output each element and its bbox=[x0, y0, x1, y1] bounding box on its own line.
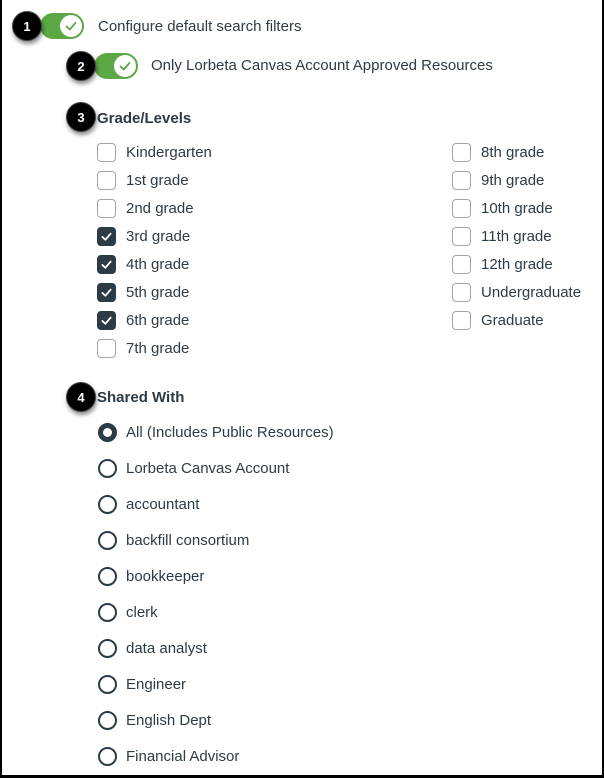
checkbox-unchecked-icon[interactable] bbox=[452, 143, 471, 162]
search-filters-panel bbox=[2, 0, 602, 775]
shared-with-radio-english-dept[interactable] bbox=[98, 709, 211, 731]
grade-checkbox-label: 8th grade bbox=[481, 143, 545, 161]
shared-with-radio-clerk[interactable] bbox=[98, 601, 158, 623]
checkbox-unchecked-icon[interactable] bbox=[97, 143, 116, 162]
grade-checkbox-kindergarten[interactable] bbox=[97, 141, 212, 163]
grade-checkbox-label: Graduate bbox=[481, 311, 544, 329]
grade-checkbox-label: 4th grade bbox=[126, 255, 190, 273]
grade-checkbox-10th-grade[interactable] bbox=[452, 197, 553, 219]
checkbox-checked-icon[interactable] bbox=[97, 283, 116, 302]
checkbox-unchecked-icon[interactable] bbox=[452, 283, 471, 302]
shared-with-radio-bookkeeper[interactable] bbox=[98, 565, 204, 587]
grade-checkbox-label: 7th grade bbox=[126, 339, 190, 357]
grade-checkbox-2nd-grade[interactable] bbox=[97, 197, 194, 219]
check-icon bbox=[60, 15, 82, 37]
grade-checkbox-5th-grade[interactable] bbox=[97, 281, 189, 303]
grade-checkbox-label: 11th grade bbox=[481, 227, 552, 245]
checkbox-unchecked-icon[interactable] bbox=[452, 199, 471, 218]
radio-selected-icon[interactable] bbox=[98, 423, 117, 442]
radio-unselected-icon[interactable] bbox=[98, 567, 117, 586]
shared-with-radio-engineer[interactable] bbox=[98, 673, 186, 695]
grade-levels-heading: Grade/Levels bbox=[97, 110, 192, 127]
grade-checkbox-label: 5th grade bbox=[126, 283, 190, 301]
grade-checkbox-1st-grade[interactable] bbox=[97, 169, 189, 191]
shared-with-heading: Shared With bbox=[97, 389, 185, 406]
grade-checkbox-4th-grade[interactable] bbox=[97, 253, 189, 275]
shared-with-radio-label: Lorbeta Canvas Account bbox=[126, 459, 290, 477]
checkbox-unchecked-icon[interactable] bbox=[452, 311, 471, 330]
shared-with-radio-financial-advisor[interactable] bbox=[98, 745, 239, 767]
shared-with-radio-label: Engineer bbox=[126, 675, 187, 693]
check-icon bbox=[114, 55, 136, 77]
grade-checkbox-9th-grade[interactable] bbox=[452, 169, 544, 191]
grade-checkbox-label: 1st grade bbox=[126, 171, 189, 189]
radio-unselected-icon[interactable] bbox=[98, 495, 117, 514]
radio-unselected-icon[interactable] bbox=[98, 603, 117, 622]
shared-with-radio-label: bookkeeper bbox=[126, 567, 205, 585]
checkbox-unchecked-icon[interactable] bbox=[452, 255, 471, 274]
radio-unselected-icon[interactable] bbox=[98, 531, 117, 550]
checkbox-unchecked-icon[interactable] bbox=[97, 339, 116, 358]
approved-resources-only-toggle[interactable] bbox=[94, 53, 138, 79]
callout-badge-4: 4 bbox=[66, 382, 96, 412]
shared-with-radio-all-includes-public-resources[interactable] bbox=[98, 421, 334, 443]
radio-unselected-icon[interactable] bbox=[98, 639, 117, 658]
radio-unselected-icon[interactable] bbox=[98, 675, 117, 694]
grade-checkbox-label: 6th grade bbox=[126, 311, 190, 329]
shared-with-radio-label: All (Includes Public Resources) bbox=[126, 423, 334, 441]
checkbox-unchecked-icon[interactable] bbox=[97, 171, 116, 190]
checkbox-checked-icon[interactable] bbox=[97, 311, 116, 330]
checkbox-unchecked-icon[interactable] bbox=[452, 227, 471, 246]
configure-default-filters-toggle[interactable] bbox=[40, 13, 84, 39]
grade-checkbox-label: Undergraduate bbox=[481, 283, 582, 301]
shared-with-radio-label: data analyst bbox=[126, 639, 207, 657]
grade-checkbox-label: 10th grade bbox=[481, 199, 553, 217]
grade-checkbox-label: Kindergarten bbox=[126, 143, 212, 161]
checkbox-unchecked-icon[interactable] bbox=[97, 199, 116, 218]
callout-badge-1: 1 bbox=[12, 11, 42, 41]
approved-resources-only-label: Only Lorbeta Canvas Account Approved Resources bbox=[151, 57, 493, 74]
shared-with-radio-lorbeta-canvas-account[interactable] bbox=[98, 457, 289, 479]
radio-unselected-icon[interactable] bbox=[98, 711, 117, 730]
grade-checkbox-6th-grade[interactable] bbox=[97, 309, 189, 331]
shared-with-radio-label: clerk bbox=[126, 603, 158, 621]
checkbox-checked-icon[interactable] bbox=[97, 255, 116, 274]
grade-checkbox-label: 9th grade bbox=[481, 171, 545, 189]
grade-checkbox-8th-grade[interactable] bbox=[452, 141, 544, 163]
grade-checkbox-graduate[interactable] bbox=[452, 309, 544, 331]
grade-checkbox-11th-grade[interactable] bbox=[452, 225, 552, 247]
radio-unselected-icon[interactable] bbox=[98, 459, 117, 478]
radio-unselected-icon[interactable] bbox=[98, 747, 117, 766]
callout-badge-2: 2 bbox=[66, 51, 96, 81]
shared-with-radio-backfill-consortium[interactable] bbox=[98, 529, 249, 551]
grade-checkbox-label: 12th grade bbox=[481, 255, 553, 273]
grade-checkbox-7th-grade[interactable] bbox=[97, 337, 189, 359]
configure-default-filters-label: Configure default search filters bbox=[98, 18, 302, 35]
shared-with-radio-label: Financial Advisor bbox=[126, 747, 240, 765]
checkbox-checked-icon[interactable] bbox=[97, 227, 116, 246]
checkbox-unchecked-icon[interactable] bbox=[452, 171, 471, 190]
grade-checkbox-3rd-grade[interactable] bbox=[97, 225, 190, 247]
callout-badge-3: 3 bbox=[66, 102, 96, 132]
shared-with-radio-label: English Dept bbox=[126, 711, 212, 729]
shared-with-radio-label: accountant bbox=[126, 495, 200, 513]
grade-checkbox-12th-grade[interactable] bbox=[452, 253, 553, 275]
grade-checkbox-label: 2nd grade bbox=[126, 199, 194, 217]
shared-with-radio-accountant[interactable] bbox=[98, 493, 199, 515]
shared-with-radio-data-analyst[interactable] bbox=[98, 637, 207, 659]
grade-checkbox-undergraduate[interactable] bbox=[452, 281, 581, 303]
grade-checkbox-label: 3rd grade bbox=[126, 227, 191, 245]
shared-with-radio-label: backfill consortium bbox=[126, 531, 250, 549]
